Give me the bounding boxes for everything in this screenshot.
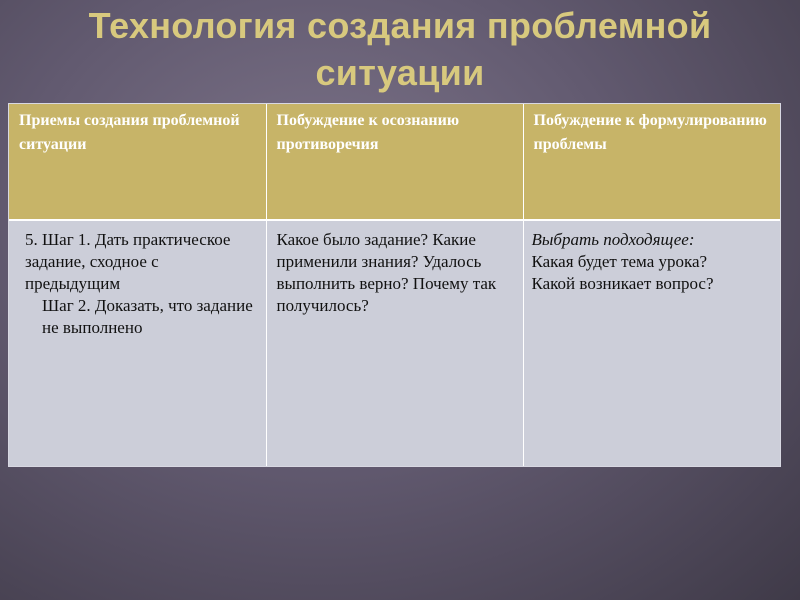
slide-title-line-1: Технология создания проблемной	[88, 5, 712, 46]
table-row	[9, 220, 780, 466]
table-header-row	[9, 104, 780, 220]
problem-question-issue: Какой возникает вопрос?	[531, 274, 714, 293]
technique-step-1: 5. Шаг 1. Дать практическое задание, сходное с предыдущим	[25, 230, 231, 293]
slide-title	[0, 2, 800, 96]
problem-question-topic: Какая будет тема урока?	[531, 252, 708, 271]
methods-table	[8, 103, 781, 467]
header-cell-contradiction: Побуждение к осознанию противоречия	[266, 104, 523, 220]
cell-problem	[523, 220, 780, 466]
header-cell-problem: Побуждение к формулированию проблемы	[523, 104, 780, 220]
cell-techniques	[9, 220, 266, 466]
methods-table-grid	[9, 104, 780, 466]
cell-contradiction	[266, 220, 523, 466]
technique-step-2: Шаг 2. Доказать, что задание не выполнено	[42, 296, 253, 337]
problem-prompt: Выбрать подходящее:	[531, 230, 695, 249]
table-header	[9, 104, 780, 220]
header-cell-techniques: Приемы создания проблемной ситуации	[9, 104, 266, 220]
contradiction-questions: Какое было задание? Какие применили знания? Удалось выполнить верно? Почему так получилось?	[276, 230, 497, 315]
table-body	[9, 220, 780, 466]
slide-title-line-2: ситуации	[315, 52, 485, 93]
